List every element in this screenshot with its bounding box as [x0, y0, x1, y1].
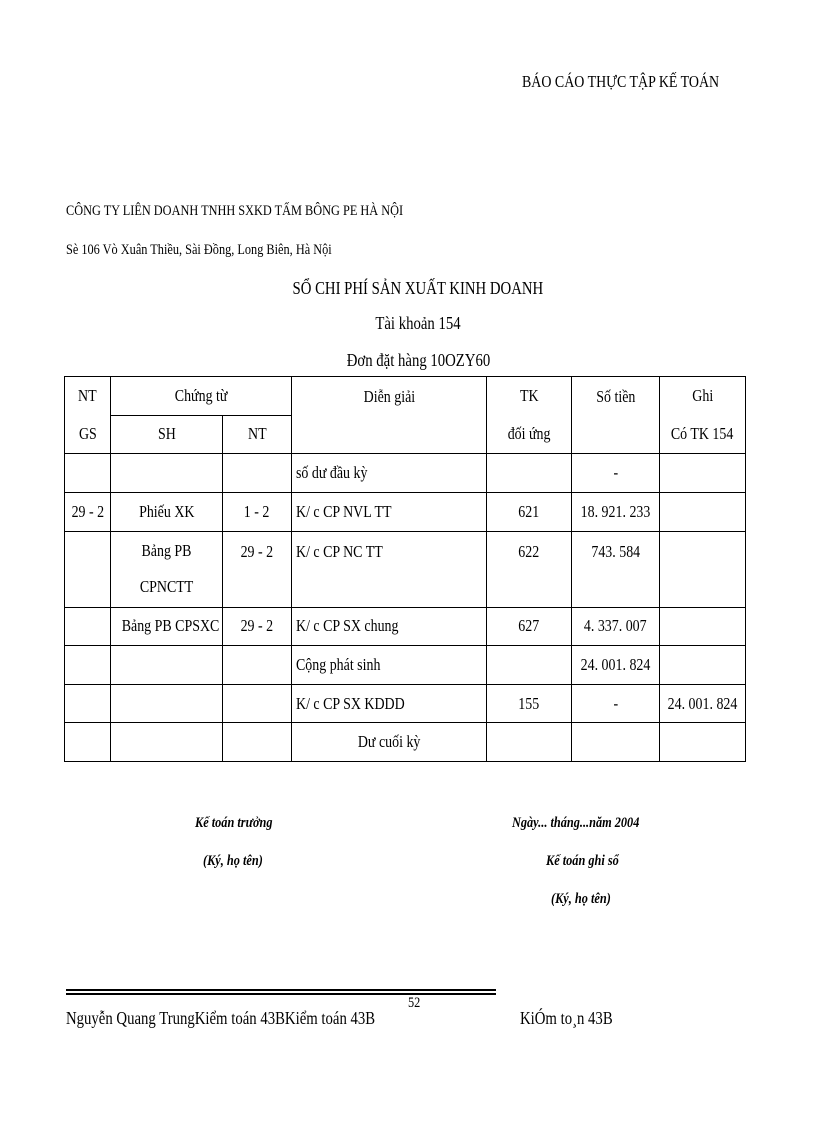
- cell-nt: 29 - 2: [223, 607, 292, 646]
- cell-ghi-co: [660, 454, 746, 493]
- cell-so-tien: -: [572, 684, 660, 723]
- cell-dien-giai: số dư đầu kỳ: [292, 454, 487, 493]
- cell-ntgs: [65, 607, 111, 646]
- cell-dien-giai: K/ c CP NVL TT: [292, 492, 487, 531]
- header-dien-giai: Diễn giải: [292, 377, 487, 454]
- footer-divider: [66, 993, 496, 995]
- page-number: 52: [408, 995, 421, 1011]
- ledger-table: [64, 376, 746, 762]
- cell-dien-giai: K/ c CP NC TT: [292, 531, 487, 607]
- cell-dien-giai: Dư cuối kỳ: [292, 723, 487, 762]
- header-nt-gs-top: NT: [65, 377, 111, 416]
- cell-nt: [223, 646, 292, 685]
- cell-sh: Bảng PB CPNCTT: [111, 531, 223, 607]
- cell-so-tien: -: [572, 454, 660, 493]
- bookkeeper-title: Kế toán ghi sổ: [546, 853, 619, 869]
- order-label: Đơn đặt hàng 10OZY60: [346, 350, 490, 370]
- table-row: [65, 607, 746, 646]
- cell-so-tien: 18. 921. 233: [572, 492, 660, 531]
- cell-ghi-co: 24. 001. 824: [660, 684, 746, 723]
- cell-nt: 29 - 2: [223, 531, 292, 607]
- cell-sh: [111, 646, 223, 685]
- chief-accountant-sign-hint: (Ký, họ tên): [203, 853, 263, 869]
- table-row: [65, 492, 746, 531]
- cell-dien-giai: K/ c CP SX KDDD: [292, 684, 487, 723]
- table-row: [65, 723, 746, 762]
- company-address: Sè 106 Vò Xuân Thiều, Sài Đồng, Long Biên, Hà Nội: [66, 242, 332, 258]
- cell-dien-giai: K/ c CP SX chung: [292, 607, 487, 646]
- chief-accountant-title: Kế toán trưởng: [195, 815, 273, 831]
- signature-date: Ngày... tháng...năm 2004: [512, 815, 640, 831]
- report-header-title: BÁO CÁO THỰC TẬP KẾ TOÁN: [522, 72, 720, 91]
- cell-ghi-co: [660, 723, 746, 762]
- table-row: [65, 684, 746, 723]
- header-nt: NT: [223, 415, 292, 454]
- cell-ghi-co: [660, 607, 746, 646]
- cell-tk: [487, 454, 572, 493]
- cell-sh: [111, 454, 223, 493]
- cell-ntgs: [65, 646, 111, 685]
- cell-so-tien: 743. 584: [572, 531, 660, 607]
- cell-ntgs: [65, 723, 111, 762]
- header-ghi-top: Ghi: [660, 377, 746, 416]
- header-sh: SH: [111, 415, 223, 454]
- cell-tk: 627: [487, 607, 572, 646]
- cell-tk: 155: [487, 684, 572, 723]
- cell-dien-giai: Cộng phát sinh: [292, 646, 487, 685]
- cell-ghi-co: [660, 492, 746, 531]
- cell-sh: Phiếu XK: [111, 492, 223, 531]
- cell-tk: [487, 646, 572, 685]
- footer-divider: [66, 989, 496, 991]
- header-ghi-bottom: Có TK 154: [660, 415, 746, 454]
- table-row: [65, 454, 746, 493]
- footer-class: KiÓm to¸n 43B: [520, 1008, 613, 1028]
- cell-nt: [223, 454, 292, 493]
- table-header-row: [65, 377, 746, 416]
- cell-so-tien: [572, 723, 660, 762]
- cell-sh: [111, 684, 223, 723]
- footer-author: Nguyễn Quang TrungKiểm toán 43BKiểm toán 43B: [66, 1008, 376, 1028]
- cell-ntgs: [65, 684, 111, 723]
- table-row: [65, 531, 746, 607]
- cell-nt: [223, 684, 292, 723]
- cell-so-tien: 4. 337. 007: [572, 607, 660, 646]
- account-label: Tài khoản 154: [375, 313, 461, 333]
- cell-ghi-co: [660, 646, 746, 685]
- header-so-tien: Số tiền: [572, 377, 660, 454]
- cell-ntgs: [65, 454, 111, 493]
- cell-tk: 622: [487, 531, 572, 607]
- header-tk-bottom: đối ứng: [487, 415, 572, 454]
- cell-tk: 621: [487, 492, 572, 531]
- cell-ntgs: [65, 531, 111, 607]
- cell-tk: [487, 723, 572, 762]
- bookkeeper-sign-hint: (Ký, họ tên): [551, 891, 611, 907]
- header-chung-tu: Chứng từ: [111, 377, 292, 416]
- cell-ghi-co: [660, 531, 746, 607]
- company-name: CÔNG TY LIÊN DOANH TNHH SXKD TẤM BÔNG PE HÀ NỘI: [66, 203, 404, 219]
- cell-ntgs: 29 - 2: [65, 492, 111, 531]
- table-row: [65, 646, 746, 685]
- cell-so-tien: 24. 001. 824: [572, 646, 660, 685]
- cell-nt: [223, 723, 292, 762]
- cell-nt: 1 - 2: [223, 492, 292, 531]
- document-title: SỔ CHI PHÍ SẢN XUẤT KINH DOANH: [292, 278, 544, 298]
- header-nt-gs-bottom: GS: [65, 415, 111, 454]
- cell-sh: [111, 723, 223, 762]
- cell-sh: Bảng PB CPSXC: [111, 607, 223, 646]
- header-tk-top: TK: [487, 377, 572, 416]
